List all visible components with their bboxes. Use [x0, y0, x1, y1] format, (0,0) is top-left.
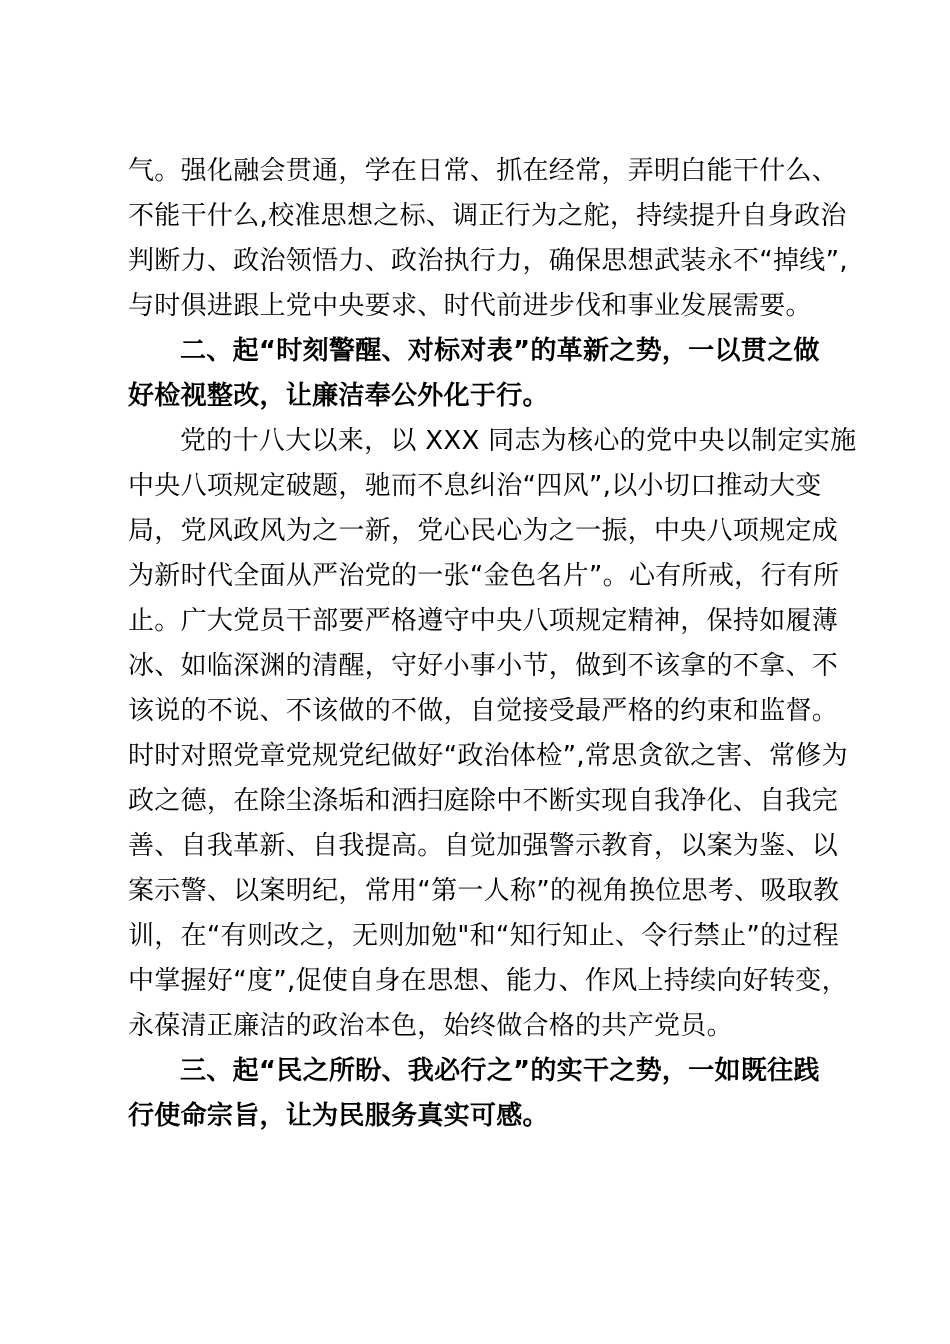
paragraph-line: 与时俱进跟上党中央要求、时代前进步伐和事业发展需要。: [128, 291, 812, 321]
paragraph-line: 止。广大党员干部要严格遵守中央八项规定精神，保持如履薄: [128, 606, 839, 636]
paragraph-line: 训，在“有则改之，无则加勉"和“知行知止、令行禁止”的过程: [128, 921, 840, 951]
paragraph-line: 该说的不说、不该做的不做，自觉接受最严格的约束和监督。: [128, 696, 839, 726]
paragraph-line: 善、自我革新、自我提高。自觉加强警示教育，以案为鉴、以: [128, 831, 839, 861]
paragraph-line: 永葆清正廉洁的政治本色，始终做合格的共产党员。: [128, 1011, 733, 1041]
paragraph-line: 中掌握好“度”,促使自身在思想、能力、作风上持续向好转变，: [128, 966, 848, 996]
paragraph-line: 中央八项规定破题，驰而不息纠治“四风”,以小切口推动大变: [128, 471, 822, 501]
paragraph-line: 案示警、以案明纪，常用“第一人称”的视角换位思考、吸取教: [128, 876, 840, 906]
section-heading-2: 二、起“时刻警醒、对标对表”的革新之势，一以贯之做: [180, 336, 820, 366]
section-heading-3: 三、起“民之所盼、我必行之”的实干之势，一如既往践: [180, 1056, 820, 1086]
section-heading-3-cont: 行使命宗旨，让为民服务真实可感。: [128, 1101, 549, 1131]
paragraph-line: 判断力、政治领悟力、政治执行力，确保思想武装永不“掉线”,: [128, 246, 848, 276]
paragraph-line: 为新时代全面从严治党的一张“金色名片”。心有所戒，行有所: [128, 561, 840, 591]
paragraph-line: 冰、如临深渊的清醒，守好小事小节，做到不该拿的不拿、不: [128, 651, 839, 681]
paragraph-line: 不能干什么,校准思想之标、调正行为之舵，持续提升自身政治: [128, 201, 847, 231]
paragraph-line: 时时对照党章党规党纪做好“政治体检”,常思贪欲之害、常修为: [128, 741, 848, 771]
paragraph-line: 党的十八大以来，以 XXX 同志为核心的党中央以制定实施: [180, 426, 857, 456]
paragraph-line: 政之德，在除尘涤垢和洒扫庭除中不断实现自我净化、自我完: [128, 786, 839, 816]
paragraph-line: 气。强化融会贯通，学在日常、抓在经常，弄明白能干什么、: [128, 156, 839, 186]
section-heading-2-cont: 好检视整改，让廉洁奉公外化于行。: [128, 381, 549, 411]
paragraph-line: 局，党风政风为之一新，党心民心为之一振，中央八项规定成: [128, 516, 839, 546]
